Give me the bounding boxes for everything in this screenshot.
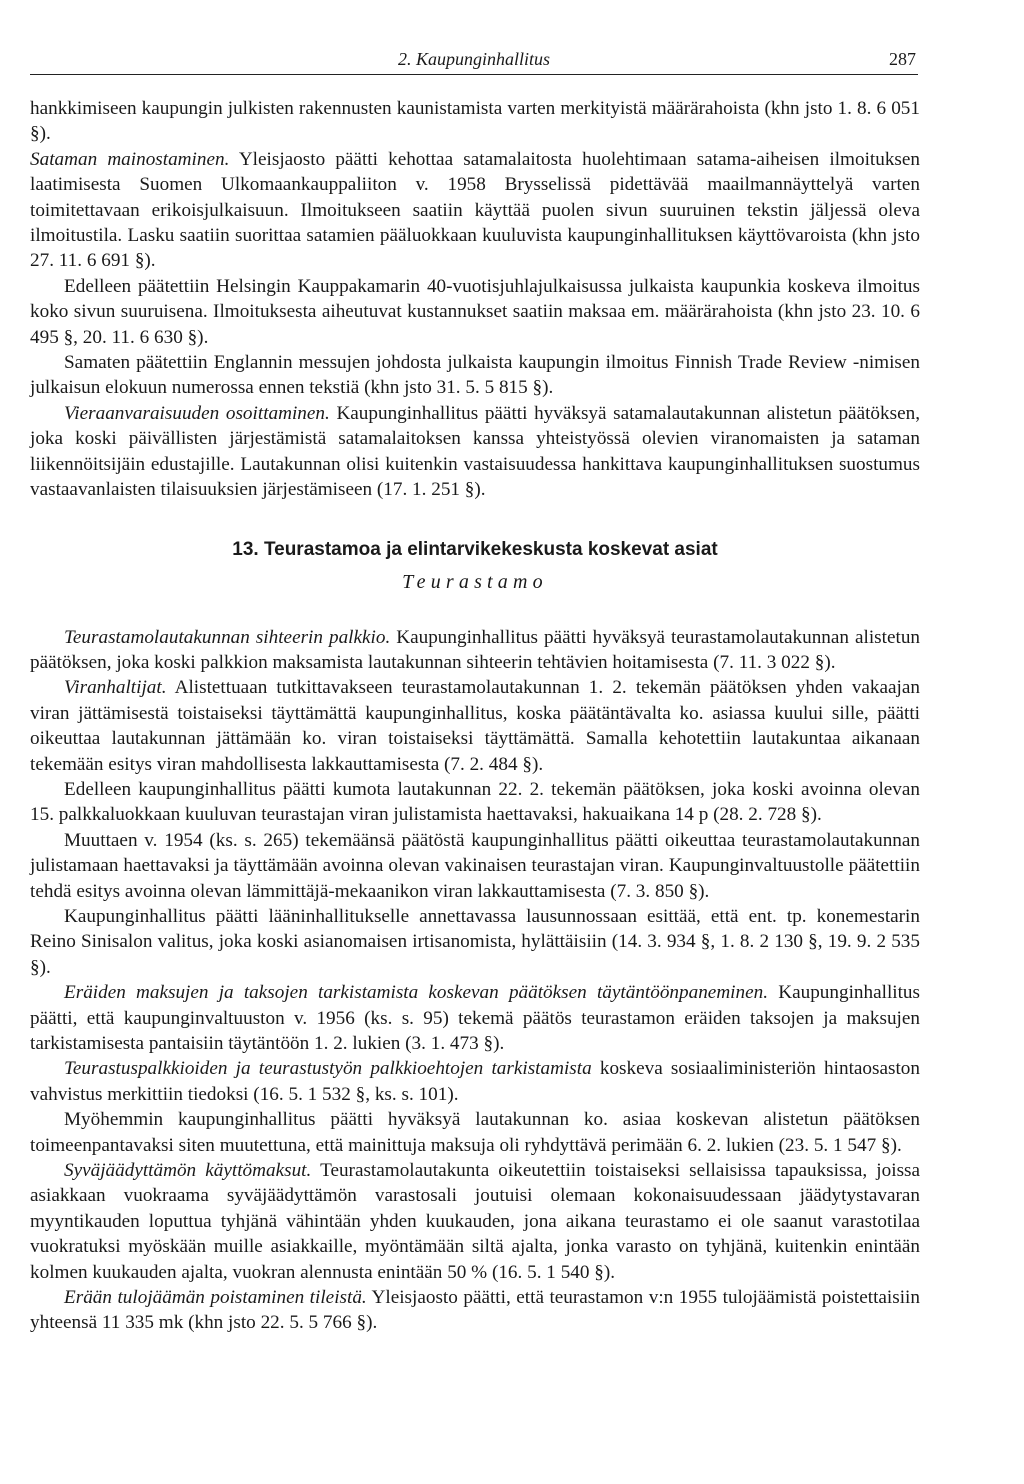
paragraph-lead: Syväjäädyttämön käyttömaksut. (64, 1160, 312, 1182)
paragraph (30, 1285, 920, 1336)
page-number: 287 (889, 49, 916, 69)
paragraph-text: hankkimiseen kaupungin julkisten rakennusten kaunistamista varten merkityistä määrärahoista (khn jsto 1. 8. 6 051 §). (30, 98, 920, 145)
subsection-heading: Teurastamo (402, 570, 548, 593)
paragraph-text: Teurastamolautakunta oikeutettiin toistaiseksi sellaisissa tapauksissa, joissa asiakkaan vuokraama syväjäädyttämön varastosali joutuisi olemaan kokonaisuudessaan jäädytystavaran myyntikauden loputtua tyhjänä vähintään yhden kuukauden, jona aikana teurastamo ei ole saanut varastotilaa vuokratuksi myöskään muille asiakkaille, myöntämään siltä ajalta, jonka varasto on tyhjänä, kuitenkin enintään kolmen kuukauden ajalta, vuokran alennusta enintään 50 % (16. 5. 1 540 §). (30, 1160, 921, 1283)
paragraph-lead: Erään tulojäämän poistaminen tileistä. (64, 1287, 367, 1309)
paragraph-text: Kaupunginhallitus päätti hyväksyä teurastamolautakunnan alistetun päätöksen, joka koski palkkion maksamista lautakunnan sihteerin tehtävien hoitamisesta (7. 11. 3 022 §). (30, 626, 921, 673)
running-title: 2. Kaupunginhallitus (397, 49, 550, 69)
paragraph (30, 401, 920, 503)
running-header (30, 44, 918, 75)
paragraph-text: Alistettuaan tutkittavakseen teurastamolautakunnan 1. 2. tekemän päätöksen yhden vakaajan viran jättämisestä toistaiseksi täyttämättä kaupunginhallitus, koska päätäntävalta ko. asiassa kuului sille, päätti oikeuttaa lautakunnan jättämään ko. viran toistaiseksi täyttämättä. Samalla kehotettiin lautakuntaa aikanaan tekemään esitys viran mahdollisesta lakkauttamisesta (7. 2. 484 §). (30, 677, 920, 775)
paragraph (30, 828, 920, 904)
section-heading: 13. Teurastamoa ja elintarvikekeskusta koskevat asiat (232, 538, 718, 560)
paragraph-text: Yleisjaosto päätti, että teurastamon v:n 1955 tulojäämistä poistettaisiin yhteensä 11 335 mk (khn jsto 22. 5. 5 766 §). (30, 1287, 920, 1334)
paragraph (30, 274, 920, 350)
paragraph-text: Myöhemmin kaupunginhallitus päätti hyväksyä lautakunnan ko. asiaa koskevan alistetun päätöksen toimeenpantavaksi siten muutettuna, että mainittuja maksuja oli ryhdyttävä perimään 6. 2. lukien (23. 5. 1 547 §). (30, 1109, 920, 1156)
body-text (30, 96, 920, 1336)
paragraph (30, 675, 920, 777)
paragraph-lead: Vieraanvaraisuuden osoittaminen. (64, 402, 330, 424)
paragraph (30, 777, 920, 828)
paragraph (30, 1158, 920, 1285)
paragraph-lead: Sataman mainostaminen. (30, 148, 230, 170)
paragraph-text: Kaupunginhallitus päätti lääninhallitukselle annettavassa lausunnossaan esittää, että ent. tp. konemestarin Reino Sinisalon valitus, joka koski asianomaisen irtisanomista, hylättäisiin (14. 3. 934 §, 1. 8. 2 130 §, 19. 9. 2 535 §). (30, 905, 920, 978)
paragraph-text: Kaupunginhallitus päätti, että kaupunginvaltuuston v. 1956 (ks. s. 95) tekemä päätös teurastamon eräiden taksojen ja maksujen tarkistamisesta pantaisiin täytäntöön 1. 2. lukien (3. 1. 473 §). (30, 982, 920, 1054)
paragraph (30, 1107, 920, 1158)
paragraph (30, 980, 920, 1056)
paragraph (30, 350, 920, 401)
paragraph-lead: Teurastamolautakunnan sihteerin palkkio. (64, 626, 391, 648)
paragraph-text: koskeva sosiaaliministeriön hintaosaston vahvistus merkittiin tiedoksi (16. 5. 1 532 §, ks. s. 101). (30, 1058, 920, 1105)
paragraph-text: Muuttaen v. 1954 (ks. s. 265) tekemäänsä päätöstä kaupunginhallitus päätti oikeuttaa teurastamolautakunnan julistamaan haettavaksi ja täyttämään avoinna olevan vakinaisen teurastajan viran. Kaupunginvaltuustolle päätettiin tehdä esitys avoinna olevan lämmittäjä-mekaanikon viran lakkauttamisesta (7. 3. 850 §). (30, 829, 920, 902)
paragraph (30, 96, 920, 147)
paragraph-lead: Eräiden maksujen ja taksojen tarkistamista koskevan päätöksen täytäntöönpaneminen. (64, 982, 769, 1004)
paragraph-text: Edelleen kaupunginhallitus päätti kumota lautakunnan 22. 2. tekemän päätöksen, joka koski avoinna olevan 15. palkkaluokkaan kuuluvan teurastajan viran julistamista haettavaksi, hakuaikana 14 p (28. 2. 728 §). (30, 778, 920, 826)
paragraph (30, 625, 920, 676)
paragraph-lead: Viranhaltijat. (64, 677, 167, 699)
paragraph (30, 1056, 920, 1107)
paragraph (30, 147, 920, 274)
paragraph-lead: Teurastuspalkkioiden ja teurastustyön palkkioehtojen tarkistamista (64, 1058, 592, 1080)
paragraph (30, 904, 920, 980)
paragraph-text: Edelleen päätettiin Helsingin Kauppakamarin 40-vuotisjuhlajulkaisussa julkaista kaupunkia koskeva ilmoitus koko sivun suuruisena. Ilmoituksesta aiheutuvat kustannukset saatiin maksaa em. määrärahoista (khn jsto 23. 10. 6 495 §, 20. 11. 6 630 §). (30, 275, 920, 348)
paragraph-text: Kaupunginhallitus päätti hyväksyä satamalautakunnan alistetun päätöksen, joka koski päivällisten järjestämistä satamalaitoksen kanssa yhteistyössä olevien viranomaisten ja sataman liikennöitsijäin edustajille. Lautakunnan olisi kuitenkin vastaisuudessa hankittava kaupunginhallituksen suostumus vastaavanlaisten tilaisuuksien järjestämiseen (17. 1. 251 §). (30, 402, 920, 501)
paragraph-text: Yleisjaosto päätti kehottaa satamalaitosta huolehtimaan satama-aiheisen ilmoituksen laatimisesta Suomen Ulkomaankauppaliiton v. 1958 Brysselissä pidettävää maailmannäyttelyä varten toimitettavaan erikoisjulkaisuun. Ilmoitukseen saatiin käyttää puolen sivun suuruinen tekstin jäljessä oleva ilmoitustila. Lasku saatiin suorittaa satamien pääluokkaan kuuluvista kaupunginhallituksen käyttövaroista (khn jsto 27. 11. 6 691 §). (30, 148, 920, 272)
paragraph-text: Samaten päätettiin Englannin messujen johdosta julkaista kaupungin ilmoitus Finnish Trade Review -nimisen julkaisun elokuun numerossa ennen tekstiä (khn jsto 31. 5. 5 815 §). (30, 352, 920, 399)
